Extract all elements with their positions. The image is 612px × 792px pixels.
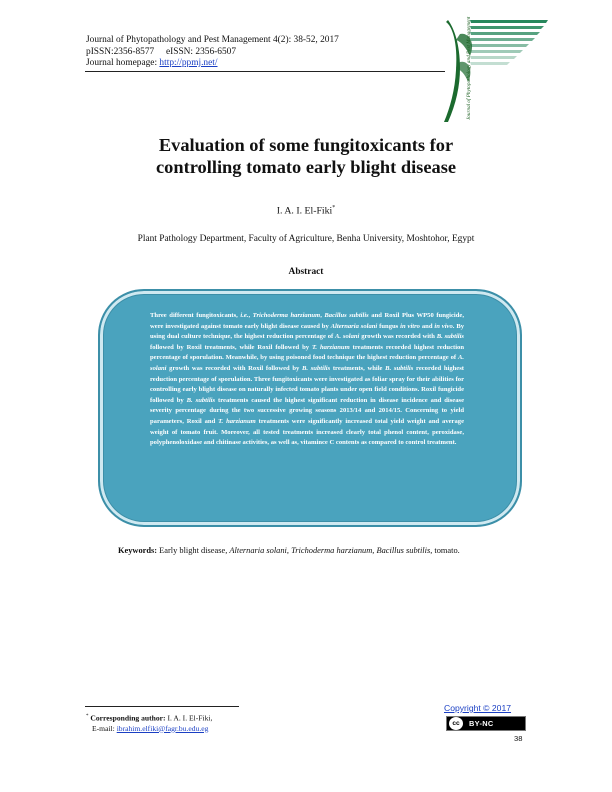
author-footnote-mark: * — [332, 205, 336, 211]
email-line — [86, 724, 212, 734]
homepage-link[interactable]: http://ppmj.net/ — [159, 58, 218, 68]
abstract-heading: Abstract — [288, 267, 324, 277]
license-label: BY-NC — [469, 719, 494, 728]
journal-citation: Journal of Phytopathology and Pest Management 4(2): 38-52, 2017 — [86, 35, 339, 45]
journal-logo-text: Journal of Phytopathology and Pest Management — [466, 16, 472, 120]
text-segment: , — [372, 546, 377, 555]
text-segment: , tomato. — [430, 546, 460, 555]
cc-icon: cc — [449, 717, 463, 730]
italic-term: Alternaria solani — [229, 546, 287, 555]
footnote-mark: * — [86, 714, 89, 719]
italic-term: in vitro — [400, 322, 420, 330]
text-segment: . By using dual culture technique, the highest reduction percentage of — [150, 322, 465, 341]
italic-term: T. harzianum — [312, 343, 350, 351]
journal-logo — [440, 12, 555, 130]
text-segment: and Roxil Plus WP50 fungicide, were investigated against tomato early blight disease caused by — [150, 312, 464, 330]
text-segment: treatments recorded highest reduction percentage of sporulation. Meanwhile, by using poisoned food technique the highest reduction percentage of — [150, 343, 464, 362]
copyright-link[interactable]: Copyright © 2017 — [444, 703, 512, 713]
header-divider — [85, 71, 445, 72]
keywords-line — [118, 545, 460, 556]
author-affiliation: Plant Pathology Department, Faculty of Agriculture, Benha University, Moshtohor, Egypt — [137, 234, 475, 244]
italic-term: B. subtilis — [436, 333, 465, 341]
abstract-text — [150, 311, 464, 449]
page-number: 38 — [514, 734, 523, 743]
footnote-divider — [85, 706, 239, 707]
text-segment: growth was recorded with — [359, 333, 437, 341]
keywords-label: Keywords: — [118, 546, 158, 555]
text-segment: treatments, while — [330, 364, 386, 372]
italic-term: B. subtilis — [302, 364, 331, 372]
homepage-label: Journal homepage: — [86, 58, 160, 68]
issn-line: pISSN:2356-8577 eISSN: 2356-6507 — [86, 46, 237, 57]
text-segment: treatments were significantly increased total yield weight and average weight of tomato fruit. Moreover, all tested treatments increased clearly total phenol content, peroxidase, polyphenoloxidase and chitinase activities, as well as, vitamince C contents as compared to control treatment. — [150, 417, 465, 447]
italic-term: Alternaria solani — [330, 322, 378, 330]
text-segment: fungus — [377, 322, 401, 330]
corresponding-author-name: I. A. I. El-Fiki, — [165, 713, 213, 723]
text-segment: , — [286, 546, 292, 555]
author-name: I. A. I. El-Fiki — [276, 205, 333, 217]
italic-term: Bacillus subtilis — [324, 312, 369, 319]
italic-term: Trichoderma harzianum — [291, 546, 373, 555]
email-link[interactable]: ibrahim.elfiki@fagr.bu.edu.eg — [116, 723, 209, 733]
text-segment: recorded highest reduction percentage of sporulation. Three fungitoxicants were investigated as foliar spray for their abilities for controlling early blight disease on naturally infected tomato plants under open field conditions. Roxil fungicide followed by — [150, 364, 464, 404]
corresponding-author-line — [86, 712, 212, 724]
author-line — [0, 205, 612, 216]
italic-term: B. subtilis — [385, 364, 414, 372]
cc-license-badge[interactable] — [446, 716, 526, 731]
email-label: E-mail: — [92, 723, 117, 733]
italic-term: T. harzianum — [218, 417, 256, 425]
text-segment: treatments caused the highest significant reduction in disease incidence and disease severity percentage during the two successive growing seasons 2013/14 and 2014/15. Concerning to yield parameters, Roxil and — [150, 396, 464, 425]
text-segment: , — [320, 312, 325, 319]
paper-title-line-1: Evaluation of some fungitoxicants for — [158, 135, 454, 155]
journal-header — [86, 35, 339, 70]
italic-term: A. solani — [335, 333, 360, 341]
text-segment: growth was recorded with Roxil followed by — [166, 364, 303, 372]
corresponding-author-label: Corresponding author: — [90, 713, 166, 723]
italic-term: i.e. — [240, 312, 249, 319]
text-segment: Early blight disease, — [157, 546, 230, 555]
text-segment: and — [419, 322, 435, 330]
text-segment: followed by Roxil treatments, while Roxil followed by — [150, 343, 312, 351]
corresponding-author-footnote — [86, 712, 212, 734]
paper-title — [80, 134, 532, 178]
text-segment: Three different fungitoxicants, — [150, 312, 241, 319]
text-segment: , — [248, 312, 253, 319]
italic-term: in vivo — [434, 322, 453, 330]
homepage-line — [86, 58, 339, 70]
italic-term: A. solani — [150, 354, 464, 372]
italic-term: B. subtilis — [186, 396, 216, 404]
italic-term: Trichoderma harzianum — [252, 312, 321, 319]
paper-title-line-2: controlling tomato early blight disease — [155, 157, 457, 177]
italic-term: Bacillus subtilis — [376, 546, 431, 555]
